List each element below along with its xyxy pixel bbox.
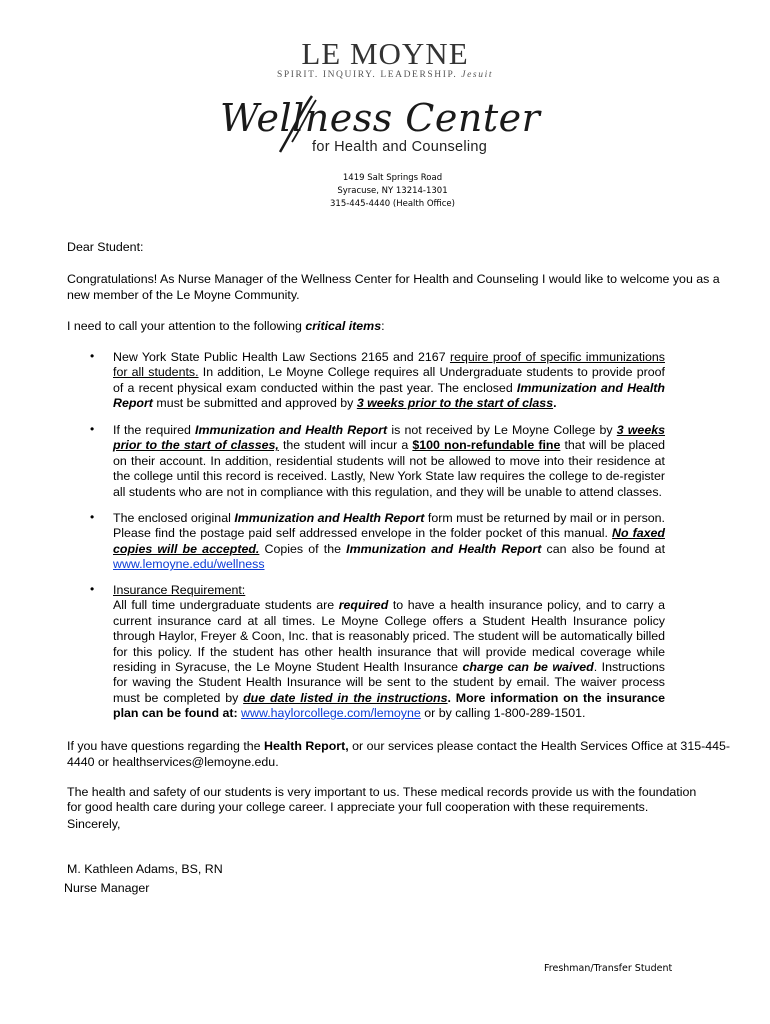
attention-prefix: I need to call your attention to the following [67, 319, 306, 333]
intro-paragraph: Congratulations! As Nurse Manager of the Wellness Center for Health and Counseling I would like to welcome you as a new member of the Le Moyne Community. [67, 272, 720, 302]
wellness-link[interactable]: www.lemoyne.edu/wellness [113, 557, 265, 572]
footer-label: Freshman/Transfer Student [544, 963, 673, 974]
bullet-2-text: If the required Immunization and Health Report is not received by Le Moyne College by 3 weeks prior to the start of classes, the student will incur a $100 non-refundable fine that will be placed on their account. In addition, residential students will not be allowed to move into their residence at the college until this record is received. Lastly, New York State law requires the college to de-register all students who are not in compliance with this regulation, and they will be unable to attend classes. [113, 423, 665, 499]
signer-name: M. Kathleen Adams, BS, RN [67, 862, 223, 876]
bullet-4-icon: • [90, 582, 95, 596]
attention-line [67, 318, 732, 334]
logo-tagline [0, 70, 770, 80]
wellness-center-subtitle: for Health and Counseling [312, 139, 488, 155]
haylor-link[interactable]: www.haylorcollege.com/lemoyne [241, 706, 421, 721]
signer-title: Nurse Manager [64, 881, 150, 895]
le-moyne-logo: LE MOYNE [301, 36, 469, 71]
address-city: Syracuse, NY 13214-1301 [337, 186, 448, 196]
attention-emphasis: critical items [305, 319, 382, 333]
tagline-text: SPIRIT. INQUIRY. LEADERSHIP. [276, 70, 458, 80]
bullet-1-icon: • [90, 349, 95, 363]
bullet-1-text: New York State Public Health Law Sections 2165 and 2167 require proof of specific immunizations for all students. In addition, Le Moyne College requires all Undergraduate students to provide proof of a recent physical exam conducted within the past year. The enclosed Immunization and Health Report must be submitted and approved by 3 weeks prior to the start of class. [113, 350, 665, 411]
bullet-4-text: Insurance Requirement: All full time undergraduate students are required to have a health insurance policy, and to carry a current insurance card at all times. Le Moyne College offers a Student Health Insurance policy through Haylor, Freyer & Coon, Inc. that is reasonably priced. The student will be automatically billed for this policy. If the student has other health insurance that will provide medical coverage while residing in Syracuse, the Le Moyne Student Health Insurance charge can be waived. Instructions for waving the Student Health Insurance will be sent to the student by email. The waiver process must be completed by due date listed in the instructions. More information on the insurance plan can be found at: www.haylorcollege.com/lemoyne or by calling 1-800-289-1501. [113, 583, 665, 721]
tagline-jesuit: Jesuit [461, 70, 494, 80]
address-phone: 315-445-4440 (Health Office) [330, 199, 455, 209]
insurance-heading: Insurance Requirement: [113, 583, 246, 597]
bullet-2-icon: • [90, 422, 95, 436]
signoff: Sincerely, [67, 817, 121, 831]
wellness-center-title: Wellness Center [220, 96, 541, 140]
bullet-3-text: The enclosed original Immunization and Health Report form must be returned by mail or in person. Please find the postage paid self addressed envelope in the folder pocket of this manual. No faxed copies will be accepted. Copies of the Immunization and Health Report can also be found at www.lemoyne.edu/wellness [113, 511, 666, 572]
closing-paragraph: The health and safety of our students is very important to us. These medical records provide us with the foundation for good health care during your college career. I appreciate your full cooperation with these requirements. [67, 785, 697, 815]
greeting: Dear Student: [67, 240, 144, 254]
address-street: 1419 Salt Springs Road [342, 173, 443, 183]
bullet-3-icon: • [90, 510, 95, 524]
address-block [0, 172, 770, 211]
attention-suffix: : [381, 319, 385, 333]
questions-paragraph: If you have questions regarding the Health Report, or our services please contact the Health Services Office at 315-445-4440 or healthservices@lemoyne.edu. [67, 739, 731, 769]
